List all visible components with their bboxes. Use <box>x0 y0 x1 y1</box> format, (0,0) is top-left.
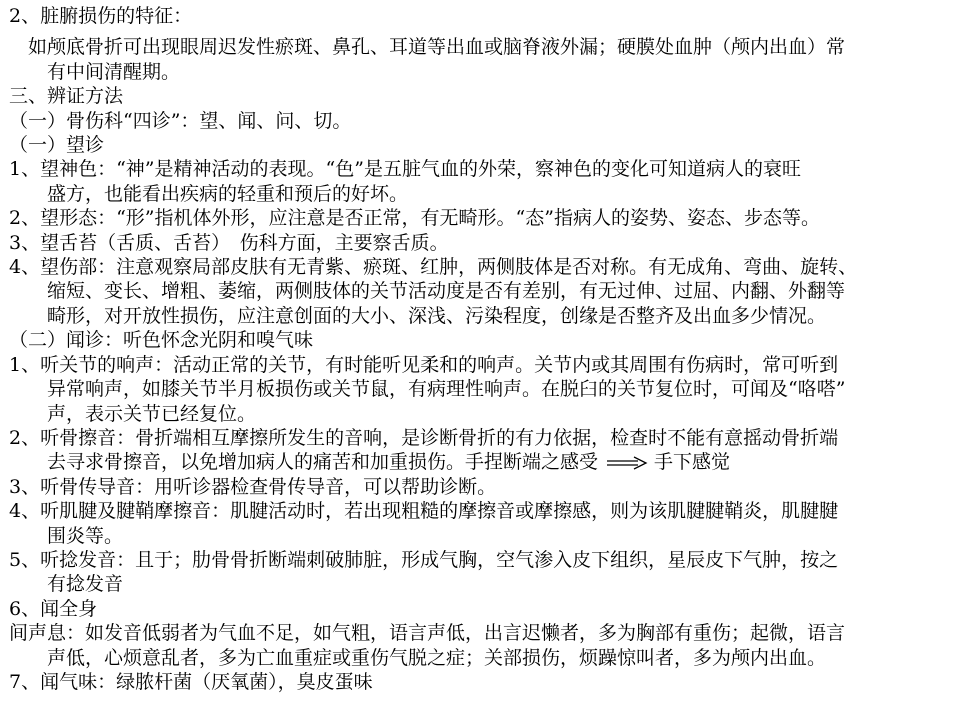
double-arrow-right-icon <box>606 456 648 470</box>
text-line: 有捻发音 <box>47 573 124 596</box>
text-line: 4、望伤部：注意观察局部皮肤有无青紫、瘀斑、红肿，两侧肢体是否对称。有无成角、弯曲、旋转、 <box>9 256 858 279</box>
text-line: 3、听骨传导音：用听诊器检查骨传导音，可以帮助诊断。 <box>9 475 497 498</box>
text-line: 间声息：如发音低弱者为气血不足，如气粗，语言声低，出言迟懒者，多为胸部有重伤；起微，语言 <box>9 622 846 645</box>
text-line: 2、听骨擦音：骨折端相互摩擦所发生的音响，是诊断骨折的有力依据，检查时不能有意摇动骨折端 <box>9 426 839 449</box>
text-line: 5、听捻发音：且于；肋骨骨折断端刺破肺脏，形成气胸，空气渗入皮下组织，星辰皮下气肿，按之 <box>9 548 839 571</box>
text-line: 有中间清醒期。 <box>47 60 181 83</box>
text-line: 声低，心烦意乱者，多为亡血重症或重伤气脱之症；关部损伤，烦躁惊叫者，多为颅内出血。 <box>47 646 827 669</box>
text-line: 2、望形态：“形”指机体外形，应注意是否正常，有无畸形。“态”指病人的姿势、姿态、步态等。 <box>9 207 820 230</box>
text-line: 2、脏腑损伤的特征： <box>9 5 193 27</box>
text-segment: 手下感觉 <box>654 451 731 474</box>
text-line: 畸形，对开放性损伤，应注意创面的大小、深浅、污染程度，创缘是否整齐及出血多少情况。 <box>47 304 827 327</box>
text-line: （二）闻诊：听色怀念光阴和嗅气味 <box>9 329 314 352</box>
text-line: 4、听肌腱及腱鞘摩擦音：肌腱活动时，若出现粗糙的摩擦音或摩擦感，则为该肌腱腱鞘炎，肌腱腱 <box>9 500 839 523</box>
text-line: 6、闻全身 <box>9 597 98 620</box>
text-segment: 去寻求骨擦音，以免增加病人的痛苦和加重损伤。手捏断端之感受 <box>47 451 599 474</box>
text-line: 7、闻气味：绿脓杆菌（厌氧菌），臭皮蛋味 <box>9 670 373 693</box>
text-line: 3、望舌苔（舌质、舌苔） 伤科方面，主要察舌质。 <box>9 231 449 254</box>
text-line: 缩短、变长、增粗、萎缩，两侧肢体的关节活动度是否有差别，有无过伸、过屈、内翻、外翻等 <box>47 280 846 303</box>
text-line: 1、听关节的响声：活动正常的关节，有时能听见柔和的响声。关节内或其周围有伤病时，常可听到 <box>9 353 839 376</box>
text-line: 如颅底骨折可出现眼周迟发性瘀斑、鼻孔、耳道等出血或脑脊液外漏；硬膜处血肿（颅内出血）常 <box>28 36 846 59</box>
text-line: 1、望神色：“神”是精神活动的表现。“色”是五脏气血的外荣，察神色的变化可知道病人的衰旺 <box>9 158 801 181</box>
text-line: 盛方，也能看出疾病的轻重和预后的好坏。 <box>47 182 409 205</box>
text-line: （一）骨伤科“四诊”：望、闻、问、切。 <box>9 109 352 132</box>
text-line: 异常响声，如膝关节半月板损伤或关节鼠，有病理性响声。在脱臼的关节复位时，可闻及“咯嗒” <box>47 378 846 401</box>
text-line: 三、辨证方法 <box>9 85 124 108</box>
text-line: （一）望诊 <box>9 134 105 157</box>
text-line <box>0 450 960 474</box>
text-line: 声，表示关节已经复位。 <box>47 402 257 425</box>
text-line: 围炎等。 <box>47 524 124 547</box>
